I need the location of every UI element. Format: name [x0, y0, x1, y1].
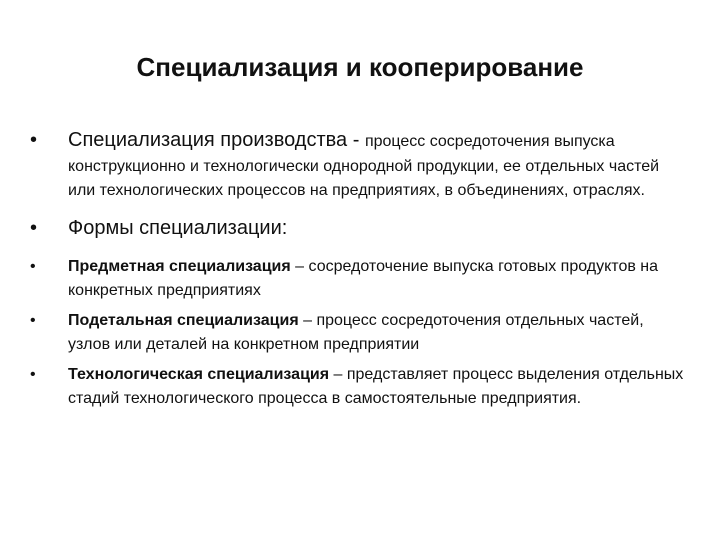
slide-title: Специализация и кооперирование	[136, 52, 584, 82]
bullet-term: Технологическая специализация	[68, 366, 330, 383]
bullet-body: – представляет процесс выделения отдельных стадий технологического процесса в самостоятельные предприятия.	[68, 366, 684, 407]
bullet-icon: •	[30, 129, 38, 151]
bullet-list	[30, 125, 690, 417]
bullet-body: процесс сосредоточения выпуска конструкционно и технологически однородной продукции, ее отдельных частей или технологических процессов на предприятиях, в объединениях, отраслях.	[68, 133, 660, 199]
bullet-text	[68, 213, 690, 243]
bullet-icon: •	[30, 258, 36, 275]
bullet-text	[68, 125, 690, 203]
bullet-item-forms	[30, 213, 690, 243]
bullet-text	[68, 363, 690, 411]
bullet-item-technological	[30, 363, 690, 411]
bullet-item-detail	[30, 309, 690, 357]
bullet-body: – сосредоточение выпуска готовых продуктов на конкретных предприятиях	[68, 258, 659, 299]
bullet-text	[68, 309, 690, 357]
bullet-term: Подетальная специализация	[68, 312, 299, 329]
bullet-icon: •	[30, 366, 36, 383]
bullet-icon: •	[30, 217, 38, 239]
bullet-icon: •	[30, 312, 36, 329]
bullet-lead: Формы специализации:	[68, 217, 288, 239]
bullet-term: Предметная специализация	[68, 258, 291, 275]
bullet-text	[68, 255, 690, 303]
bullet-item-definition	[30, 125, 690, 203]
bullet-lead: Специализация производства -	[68, 129, 365, 151]
bullet-body: – процесс сосредоточения отдельных частей, узлов или деталей на конкретном предприятии	[68, 312, 644, 353]
bullet-item-subject	[30, 255, 690, 303]
